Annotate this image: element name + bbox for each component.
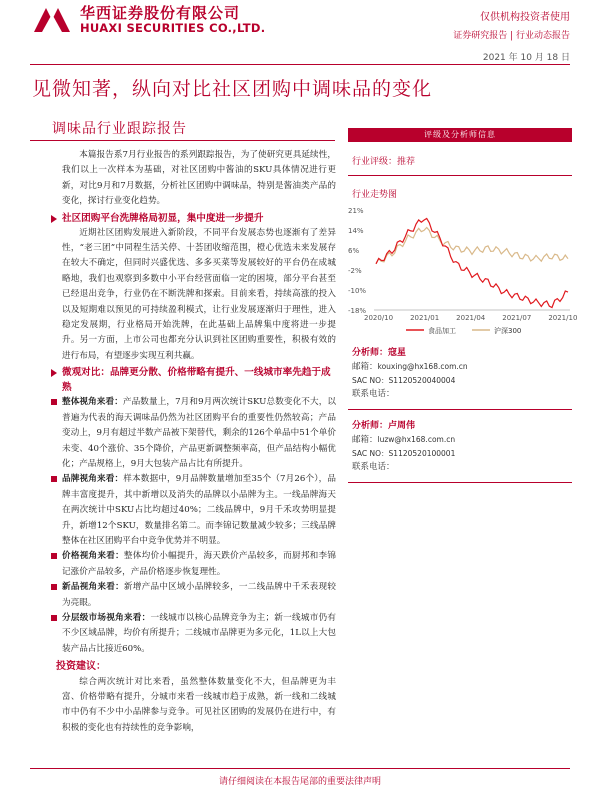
header-divider [30, 64, 570, 65]
square-bullet-icon [51, 476, 57, 482]
analyst-email[interactable]: luzw@hx168.com.cn [377, 435, 456, 444]
analyst-email[interactable]: kouxing@hx168.com.cn [377, 362, 468, 371]
legend-label-food: 食品加工 [428, 327, 456, 335]
y-tick-label: 6% [348, 247, 360, 255]
series-line-hs300 [376, 228, 568, 264]
x-tick-label: 2021/07 [502, 314, 532, 322]
square-bullet-icon [51, 615, 57, 621]
sidebar-divider [348, 175, 572, 176]
x-tick-label: 2020/10 [364, 314, 394, 322]
analyst-card-2: 分析师：卢周伟 邮箱：luzw@hx168.com.cn SAC NO：S1120520100001 联系电话： [352, 421, 456, 472]
x-tick-label: 2021/01 [410, 314, 440, 322]
analyst-sac: S1120520100001 [388, 449, 456, 458]
section-heading-1: 社区团购平台洗牌格局初显，集中度进一步提升 [62, 211, 336, 226]
y-tick-label: -2% [348, 267, 362, 275]
huaxi-logo-icon [30, 4, 74, 36]
report-subtitle: 调味品行业跟踪报告 [52, 121, 187, 137]
analyst-name: 寇星 [388, 348, 407, 358]
analyst-sac: S1120520040004 [388, 376, 456, 385]
industry-rating: 行业评级：推荐 [352, 157, 416, 167]
analyst-phone-label: 联系电话： [352, 389, 395, 399]
x-tick-label: 2021/10 [548, 314, 578, 322]
investment-advice-paragraph: 综合两次统计对比来看，虽然整体数量变化不大，但品牌更为丰富、价格带略有提升，分城市来看一线城市趋于成熟，新一线和二线城市中仍有不少中小品牌参与竞争。可见社区团购的发展仍在进行中，有积极的变化也有持续性的竞争影响， [62, 676, 336, 733]
report-header [0, 0, 600, 63]
y-tick-label: 14% [348, 227, 364, 235]
analyst-card-1: 分析师：寇星 邮箱：kouxing@hx168.com.cn SAC NO：S1120520040004 联系电话： [352, 348, 468, 399]
footer-divider [30, 768, 570, 769]
y-tick-label: -18% [348, 307, 367, 315]
square-bullet-icon [51, 399, 57, 405]
investment-advice-heading: 投资建议： [56, 661, 106, 673]
triangle-bullet-icon [51, 369, 57, 377]
sidebar [348, 128, 578, 483]
sidebar-header: 评级及分析师信息 [348, 128, 572, 142]
bullet-overall: 整体视角来看：产品数量上，7月和9月两次统计SKU总数变化不大，以普遍为代表的海天调味品仍然为社区团购平台的重要性仍然较高；产品变动上，9月有超过半数产品被下架替代，剩余的126个单品中51个单价未变、40个涨价、35个降价，产品更新调整频率高，但产品结构小幅优化；产品规格上，9月大包装产品占比有所提升。 [62, 395, 336, 472]
legend-label-hs300: 沪深300 [494, 327, 522, 335]
report-body [56, 148, 336, 736]
subtitle-divider [30, 140, 335, 141]
trend-chart-title: 行业走势图 [352, 190, 398, 200]
report-date: 2021 年 10 月 18 日 [482, 53, 570, 63]
bullet-price: 价格视角来看：整体均价小幅提升，海天跌价产品较多，而厨邦和李锦记涨价产品较多，产品价格逐步恢复理性。 [62, 549, 336, 580]
square-bullet-icon [51, 553, 57, 559]
y-tick-label: 21% [348, 207, 364, 215]
bullet-brand: 品牌视角来看：样本数据中，9月品牌数量增加至35个（7月26个），品牌丰富度提升，其中新增以及消失的品牌以小品牌为主。一线品牌海天在两次统计中SKU占比均超过40%；二线品牌中，9月千禾攻势明显提升，新增12个SKU，数量排名第二。而李锦记数量减少较多；三线品牌整体在社区团购平台中竞争优势并不明显。 [62, 472, 336, 549]
company-name-en: HUAXI SECURITIES CO.,LTD. [80, 21, 266, 35]
triangle-bullet-icon [51, 215, 57, 223]
report-type-tag: 证券研究报告 | 行业动态报告 [453, 31, 570, 41]
trend-chart [348, 202, 578, 337]
series-line-food [376, 219, 568, 308]
audience-tag: 仅供机构投资者使用 [480, 12, 570, 23]
rating-value: 推荐 [397, 157, 416, 167]
report-title: 见微知著，纵向对比社区团购中调味品的变化 [32, 78, 433, 100]
analyst-phone-label: 联系电话： [352, 462, 395, 472]
x-tick-label: 2021/04 [456, 314, 486, 322]
legal-notice-footer: 请仔细阅读在本报告尾部的重要法律声明 [218, 777, 381, 787]
bullet-city-tier: 分层级市场视角来看：一线城市以核心品牌竞争为主；新一线城市仍有不少区域品牌，均价有所提升；二线城市品牌更为多元化，1L以上大包装产品占比接近60%。 [62, 611, 336, 657]
trend-chart-svg [348, 202, 578, 337]
sidebar-divider [348, 409, 572, 410]
section-heading-2: 微观对比：品牌更分散、价格带略有提升、一线城市率先趋于成熟 [62, 365, 336, 395]
section-1-paragraph: 近期社区团购发展进入新阶段，不同平台发展态势也逐渐有了差异性，“老三团”中同程生活关停、十荟团收缩范围，橙心优选未来发展存在较大不确定，但同时兴盛优选、多多买菜等发展较好的平台仍在成城略地，我们也观察到多数中小平台经营面临一定的困境，部分平台甚至已经退出竞争，行业仍在不断洗牌和探索。目前来看，持续高涨的投入以及短期难以预见的可持续盈利模式，让行业发展逐渐归于理性，进入稳定发展期，行业格局开始洗牌，在此基础上品牌集中度将进一步提升。另一方面，上市公司也都充分认识到社区团购重要性，积极有效的进行布局，有望逐步实现互利共赢。 [62, 227, 336, 361]
sidebar-divider [348, 482, 572, 483]
bullet-new-products: 新品视角来看：新增产品中区域小品牌较多，一二线品牌中千禾表现较为亮眼。 [62, 580, 336, 611]
analyst-name: 卢周伟 [388, 421, 416, 431]
square-bullet-icon [51, 584, 57, 590]
company-name-cn: 华西证券股份有限公司 [80, 4, 241, 22]
intro-paragraph: 本篇报告系7月行业报告的系列跟踪报告，为了使研究更具延续性，我们以上一次样本为基础，对社区团购中酱油的SKU具体情况进行更新，对比9月和7月数据，分析社区团购中调味品，特别是酱油类产品的变化，探讨行业变化趋势。 [62, 150, 336, 207]
y-tick-label: -10% [348, 287, 367, 295]
